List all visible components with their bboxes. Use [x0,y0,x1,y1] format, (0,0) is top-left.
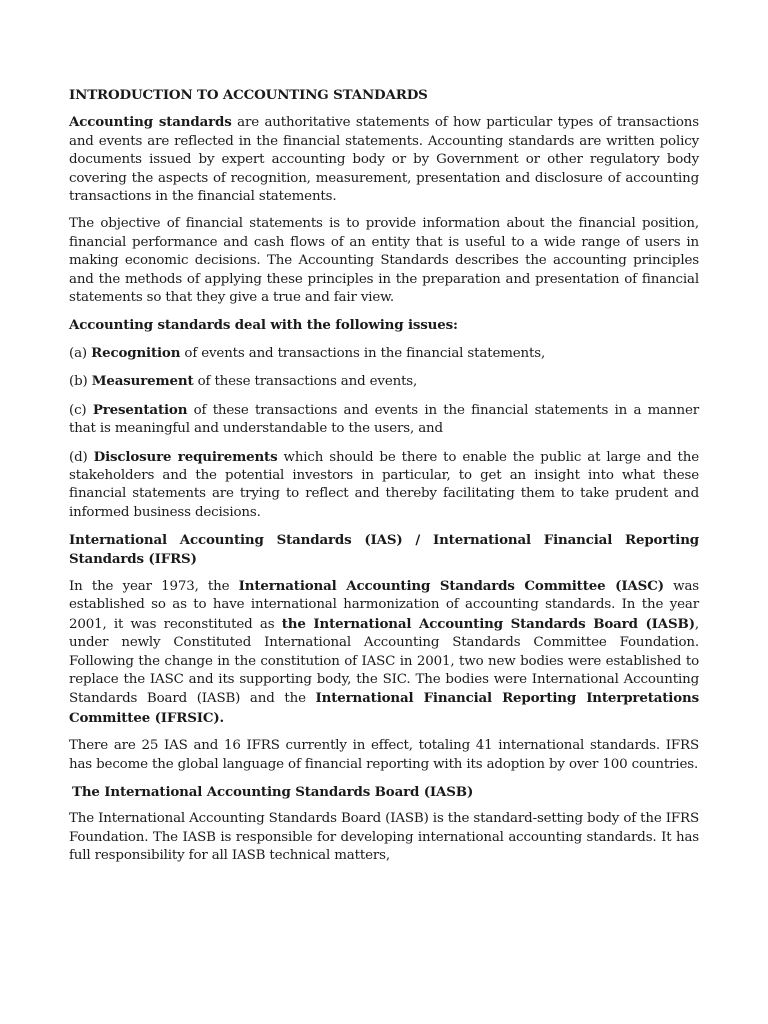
bold-term: Disclosure requirements [93,448,278,465]
bold-term: Presentation [92,401,188,418]
issue-item [69,448,699,523]
paragraph-history [69,577,699,728]
issue-text: which should be there to enable the public at large and the stakeholders and the potential investors in particular, to get an insight into what these financial statements are trying to reflect and thereby facilitating them to take prudent and informed business decisions. [69,449,700,520]
issue-text: of these transactions and events in the financial statements in a manner that is meaningful and understandable to the users, and [69,402,699,437]
bold-term: Recognition [91,344,181,361]
issue-item [69,372,699,391]
bold-term: Measurement [91,373,194,390]
issue-prefix: (c) [69,402,93,418]
issue-prefix: (a) [69,345,92,361]
paragraph-definition [69,113,699,206]
paragraph-objective: The objective of financial statements is to provide information about the financial position, financial performance and cash flows of an entity that is useful to a wide range of users in making economic decisions. The Accounting Standards describes the accounting principles and the methods of applying these principles in the preparation and presentation of financial statements so that they give a true and fair view. [69,216,699,306]
bold-term: International Accounting Standards Committee (IASC) [238,577,664,594]
text: was established so as to have international harmonization of accounting standards. In the year 2001, it was reconstituted as [69,578,700,632]
paragraph-iasb: The International Accounting Standards Board (IASB) is the standard-setting body of the IFRS Foundation. The IASB is responsible for developing international accounting standards. It has full responsibility for all IASB technical matters, [69,811,699,864]
ias-ifrs-heading: International Accounting Standards (IAS) / International Financial Reporting Standards (IFRS) [69,532,699,567]
issues-heading: Accounting standards deal with the following issues: [69,317,458,334]
paragraph-text: are authoritative statements of how particular types of transactions and events are reflected in the financial statements. Accounting standards are written policy documents issued by expert accounting body or by Government or other regulatory body covering the aspects of recognition, measurement, presentation and disclosure of accounting transactions in the financial statements. [69,115,700,205]
issue-prefix: (b) [69,374,92,390]
text: , under newly Constituted International Accounting Standards Committee Foundation. Following the change in the constitution of IASC in 2001, two new bodies were established to replace the IASC and its supporting body, the SIC. The bodies were International Accounting Standards Board (IASB) and the [69,616,699,707]
issue-item [69,344,699,363]
page-title: INTRODUCTION TO ACCOUNTING STANDARDS [69,87,428,103]
text: In the year 1973, the [69,578,239,594]
issue-item [69,401,699,439]
iasb-heading: The International Accounting Standards Board (IASB) [72,784,474,800]
bold-term: International Financial Reporting Interpretations Committee (IFRSIC). [69,690,699,726]
paragraph-count: There are 25 IAS and 16 IFRS currently in effect, totaling 41 international standards. IFRS has become the global language of financial reporting with its adoption by over 100 countries. [69,738,699,772]
document-page [69,86,699,875]
issue-text: of these transactions and events, [193,374,418,390]
issue-prefix: (d) [69,449,94,465]
bold-term: the International Accounting Standards Board (IASB) [281,615,695,632]
issue-text: of events and transactions in the financial statements, [180,345,546,361]
bold-term: Accounting standards [69,114,232,131]
